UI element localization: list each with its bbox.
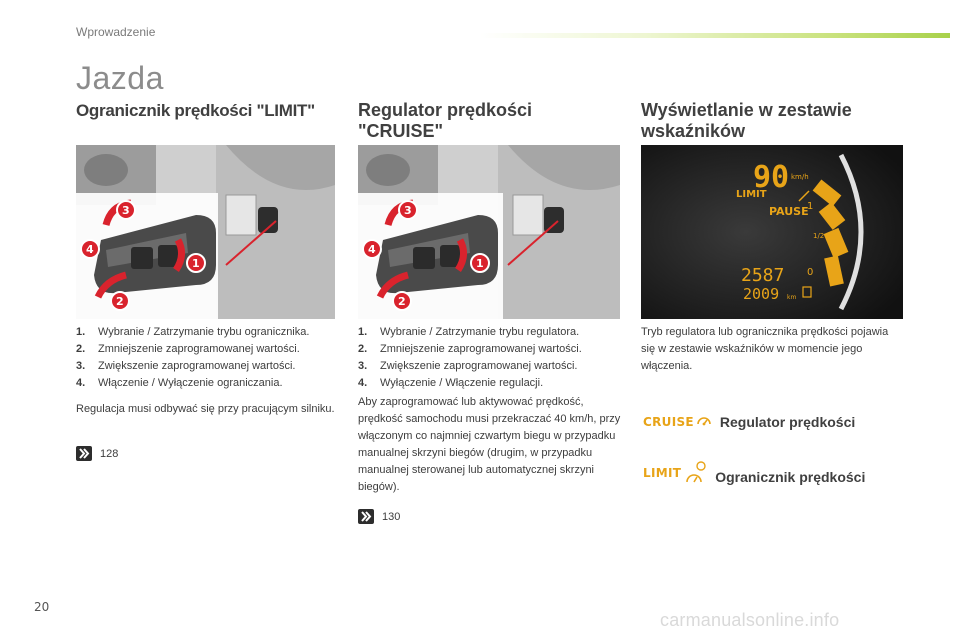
speedometer-icon	[683, 460, 709, 486]
watermark: carmanualsonline.info	[660, 610, 840, 630]
limiter-steps	[76, 324, 338, 392]
limit-indicator-label: Ogranicznik prędkości	[715, 469, 866, 485]
cluster-speed-unit: km/h	[791, 173, 809, 181]
list-item: 2. Zmniejszenie zaprogramowanej wartości.	[76, 343, 300, 355]
svg-text:2: 2	[116, 295, 124, 308]
cluster-pause: PAUSE	[769, 205, 809, 218]
svg-text:4: 4	[368, 243, 376, 256]
svg-text:3: 3	[122, 204, 130, 217]
cluster-odometer: 2587	[741, 265, 785, 286]
limiter-title: Ogranicznik prędkości "LIMIT"	[76, 101, 315, 120]
list-item: 3. Zwiększenie zaprogramowanej wartości.	[76, 360, 296, 372]
page-ref-icon	[358, 509, 374, 524]
list-item: 4. Włączenie / Wyłączenie ograniczania.	[76, 377, 283, 389]
cluster-trip: 2009	[743, 285, 780, 303]
list-item: 4. Wyłączenie / Włączenie regulacji.	[358, 377, 544, 389]
list-item: 3. Zwiększenie zaprogramowanej wartości.	[358, 360, 578, 372]
cruise-steps	[358, 324, 624, 392]
svg-text:1: 1	[192, 257, 200, 270]
page-ref-number: 128	[100, 447, 119, 460]
cluster-limit: LIMIT	[736, 189, 767, 200]
cruise-indicator-label: Regulator prędkości	[719, 414, 856, 430]
limit-indicator	[643, 460, 865, 486]
cruise-stalk-photo	[358, 145, 620, 319]
list-item: 1. Wybranie / Zatrzymanie trybu ogranicznika.	[76, 326, 310, 338]
cruise-indicator	[643, 414, 855, 430]
header-divider	[480, 33, 950, 38]
cluster-fuel-half: 1/2	[813, 232, 825, 240]
svg-text:4: 4	[86, 243, 94, 256]
cluster-trip-unit: km	[787, 294, 797, 301]
page-ref-number: 130	[382, 510, 401, 523]
cluster-speed: 90	[753, 160, 790, 195]
cluster-fuel-empty: 0	[807, 267, 814, 278]
cruise-badge: CRUISE	[643, 415, 694, 429]
svg-text:1: 1	[476, 257, 484, 270]
svg-text:2: 2	[398, 295, 406, 308]
section-label: Wprowadzenie	[76, 25, 156, 39]
svg-text:3: 3	[404, 204, 412, 217]
limiter-stalk-photo	[76, 145, 335, 319]
page-number: 20	[34, 600, 50, 614]
list-item: 1. Wybranie / Zatrzymanie trybu regulatora.	[358, 326, 580, 338]
page-title: Jazda	[76, 60, 164, 96]
cluster-fuel-full: 1	[807, 201, 814, 212]
cruise-title: Regulator prędkości "CRUISE"	[358, 100, 533, 141]
page-ref-icon	[76, 446, 92, 461]
limiter-page-ref[interactable]	[76, 446, 118, 461]
cruise-note: Aby zaprogramować lub aktywować prędkość, prędkość samochodu musi przekraczać 40 km/h, przy włączonym co najmniej czwartym biegu w przypadku manualnej skrzyni biegów (drugim, w przypadku manualnej sterowanej lub automatycznej skrzyni biegów).	[358, 396, 621, 493]
list-item: 2. Zmniejszenie zaprogramowanej wartości.	[358, 343, 582, 355]
display-title: Wyświetlanie w zestawie wskaźników	[641, 100, 852, 141]
limiter-note: Regulacja musi odbywać się przy pracującym silniku.	[76, 403, 335, 415]
speedometer-icon	[696, 414, 712, 430]
display-note: Tryb regulatora lub ogranicznika prędkości pojawia się w zestawie wskaźników w momencie jego włączenia.	[641, 326, 889, 372]
cruise-page-ref[interactable]	[358, 509, 400, 524]
instrument-cluster-photo	[641, 145, 903, 319]
limit-badge: LIMIT	[643, 466, 682, 480]
